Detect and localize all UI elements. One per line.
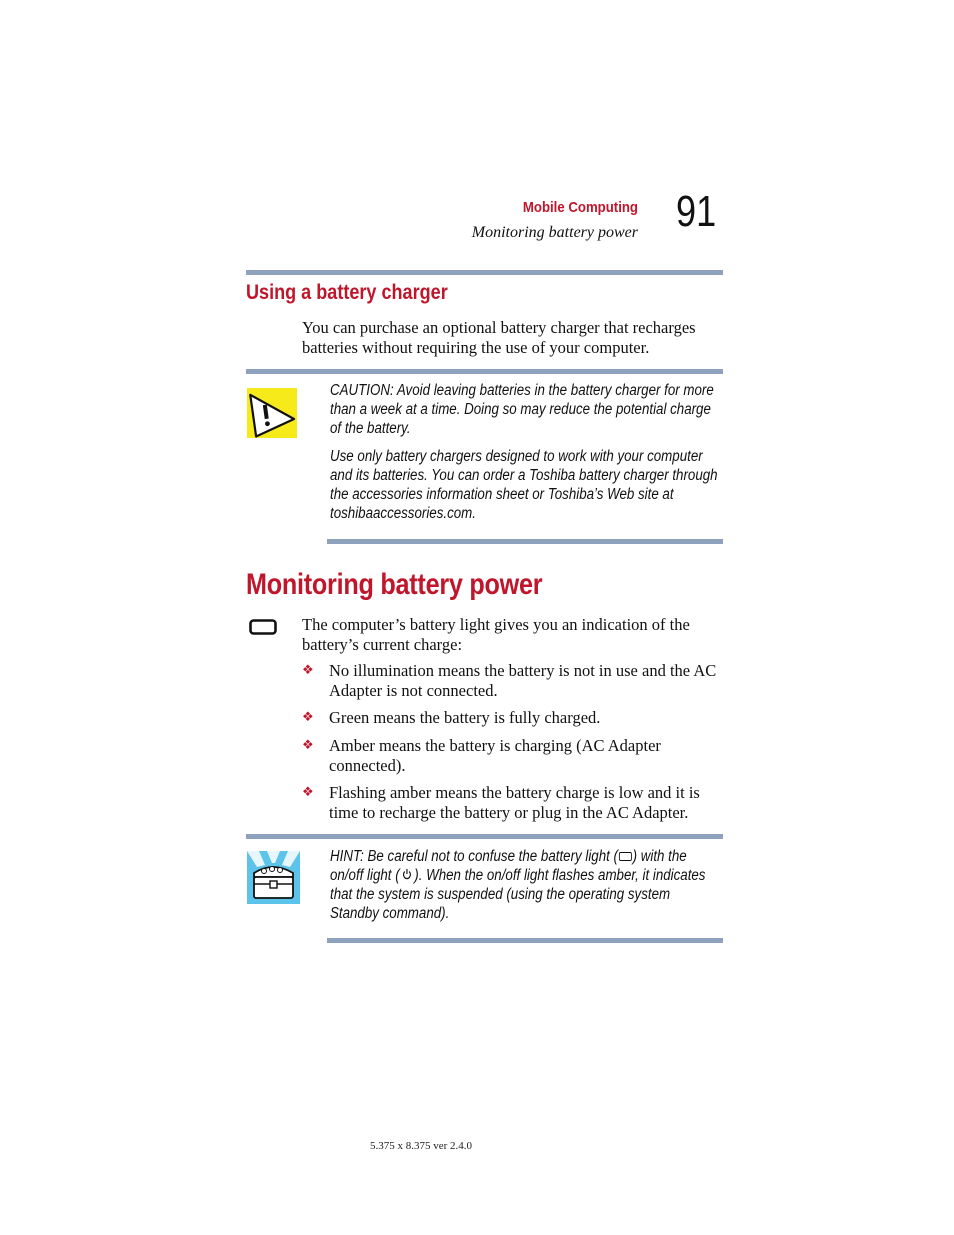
list-item [302, 736, 722, 775]
running-header-subsection: Monitoring battery power [471, 224, 638, 241]
hint-top-rule [246, 834, 723, 839]
section-heading-battery-charger: Using a battery charger [246, 281, 448, 304]
battery-light-icon [249, 619, 275, 634]
list-item-text: Green means the battery is fully charged. [329, 708, 601, 727]
list-item-text: Flashing amber means the battery charge is low and it is time to recharge the battery or plug in the AC Adapter. [329, 783, 700, 822]
caution-triangle-icon [247, 388, 297, 438]
monitoring-intro: The computer’s battery light gives you an indication of the battery’s current charge: [302, 615, 690, 654]
hint-text-part3: ). When the on/off light flashes amber, it indicates that the system is suspended (using the operating system Standby command). [330, 867, 706, 923]
running-header-section: Mobile Computing [522, 199, 638, 216]
hint-text [330, 847, 721, 923]
diamond-bullet-icon: ❖ [302, 737, 314, 752]
caution-bottom-rule [327, 539, 723, 544]
diamond-bullet-icon: ❖ [302, 709, 314, 724]
caution-text-2: Use only battery chargers designed to work with your computer and its batteries. You can order a Toshiba battery charger through the accessories information sheet or Toshiba’s Web site at toshibaaccessories.com. [330, 448, 718, 522]
diamond-bullet-icon: ❖ [302, 784, 314, 799]
caution-text-1: CAUTION: Avoid leaving batteries in the battery charger for more than a week at a time. Doing so may reduce the potential charge of the battery. [330, 382, 714, 437]
battery-light-inline-icon [619, 852, 632, 861]
caution-top-rule [246, 369, 723, 374]
footer-version: 5.375 x 8.375 ver 2.4.0 [370, 1140, 473, 1152]
hint-text-part2: ) with the on/off light ( [330, 848, 687, 884]
charger-paragraph: You can purchase an optional battery charger that recharges batteries without requiring the use of your computer. [302, 318, 696, 357]
list-item [302, 661, 722, 700]
hint-bottom-rule [327, 938, 723, 943]
section-rule [246, 270, 723, 275]
hint-text-part1: HINT: Be careful not to confuse the battery light ( [330, 848, 618, 865]
power-inline-icon [402, 866, 411, 885]
list-item [302, 708, 722, 728]
section-heading-monitoring: Monitoring battery power [246, 568, 543, 601]
list-item-text: No illumination means the battery is not in use and the AC Adapter is not connected. [329, 661, 717, 700]
page-number: 91 [676, 187, 717, 236]
treasure-chest-icon [247, 851, 300, 904]
list-item [302, 783, 722, 822]
list-item-text: Amber means the battery is charging (AC Adapter connected). [329, 736, 661, 775]
diamond-bullet-icon: ❖ [302, 662, 314, 677]
